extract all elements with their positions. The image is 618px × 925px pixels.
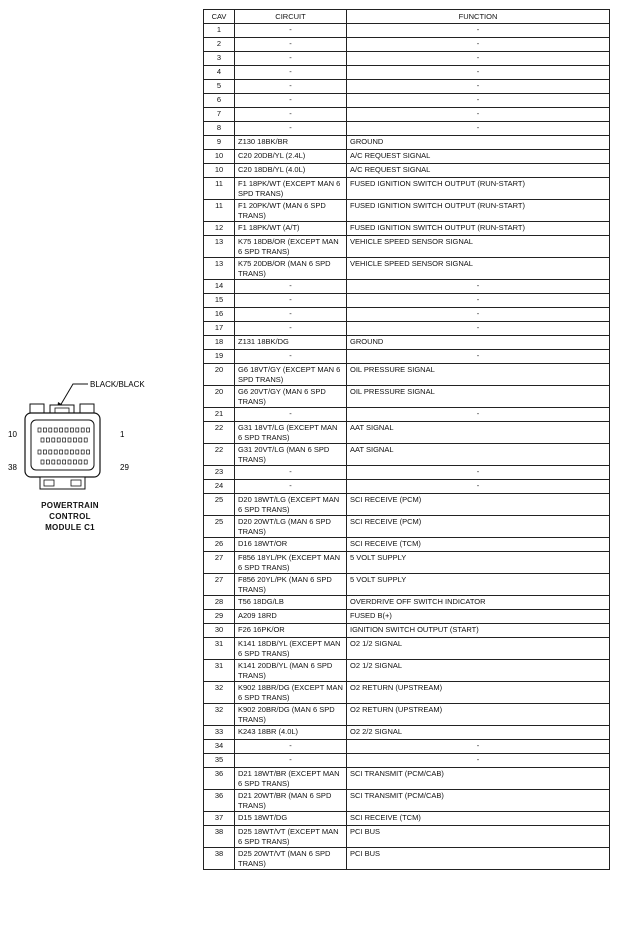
function-cell: - <box>347 754 610 768</box>
circuit-cell: F26 16PK/OR <box>235 624 347 638</box>
function-cell: - <box>347 80 610 94</box>
function-cell: A/C REQUEST SIGNAL <box>347 150 610 164</box>
table-row <box>204 364 610 386</box>
pin-cavity <box>63 460 66 464</box>
pin-cavity <box>70 428 73 432</box>
pin-cavity <box>79 438 82 442</box>
cav-cell: 38 <box>204 826 235 848</box>
circuit-cell: - <box>235 740 347 754</box>
table-row <box>204 574 610 596</box>
circuit-cell: K75 18DB/OR (EXCEPT MAN 6 SPD TRANS) <box>235 236 347 258</box>
circuit-cell: G6 20VT/GY (MAN 6 SPD TRANS) <box>235 386 347 408</box>
function-cell: 5 VOLT SUPPLY <box>347 552 610 574</box>
circuit-cell: - <box>235 480 347 494</box>
function-cell: SCI RECEIVE (TCM) <box>347 812 610 826</box>
function-cell: - <box>347 122 610 136</box>
circuit-cell: - <box>235 466 347 480</box>
function-cell: SCI TRANSMIT (PCM/CAB) <box>347 790 610 812</box>
circuit-cell: - <box>235 280 347 294</box>
table-row <box>204 236 610 258</box>
function-cell: SCI RECEIVE (PCM) <box>347 516 610 538</box>
function-cell: SCI TRANSMIT (PCM/CAB) <box>347 768 610 790</box>
circuit-cell: - <box>235 80 347 94</box>
function-cell: FUSED B(+) <box>347 610 610 624</box>
circuit-cell: - <box>235 122 347 136</box>
circuit-cell: D21 18WT/BR (EXCEPT MAN 6 SPD TRANS) <box>235 768 347 790</box>
cav-cell: 2 <box>204 38 235 52</box>
table-row <box>204 610 610 624</box>
cav-cell: 20 <box>204 364 235 386</box>
pin-label-1: 1 <box>120 430 125 439</box>
function-cell: - <box>347 280 610 294</box>
cav-cell: 19 <box>204 350 235 364</box>
table-row <box>204 322 610 336</box>
table-row <box>204 258 610 280</box>
cav-cell: 27 <box>204 552 235 574</box>
function-cell: VEHICLE SPEED SENSOR SIGNAL <box>347 258 610 280</box>
table-row <box>204 768 610 790</box>
circuit-cell: G31 20VT/LG (MAN 6 SPD TRANS) <box>235 444 347 466</box>
connector-bottom-tab <box>40 477 85 489</box>
function-cell: FUSED IGNITION SWITCH OUTPUT (RUN-START) <box>347 178 610 200</box>
table-row <box>204 812 610 826</box>
table-row <box>204 444 610 466</box>
cav-cell: 31 <box>204 638 235 660</box>
connector-title-line: POWERTRAIN <box>41 501 99 510</box>
cav-cell: 10 <box>204 150 235 164</box>
table-row <box>204 94 610 108</box>
leader-line <box>60 384 88 406</box>
pin-cavity <box>81 450 84 454</box>
pin-cavity <box>60 428 63 432</box>
cav-cell: 25 <box>204 516 235 538</box>
circuit-cell: - <box>235 408 347 422</box>
pin-cavity <box>57 438 60 442</box>
table-body <box>204 24 610 870</box>
cav-cell: 7 <box>204 108 235 122</box>
table-row <box>204 516 610 538</box>
table-row <box>204 754 610 768</box>
circuit-cell: - <box>235 52 347 66</box>
table-row <box>204 200 610 222</box>
pin-cavity <box>73 460 76 464</box>
circuit-cell: C20 18DB/YL (4.0L) <box>235 164 347 178</box>
table-row <box>204 740 610 754</box>
pin-cavity <box>41 438 44 442</box>
circuit-cell: K243 18BR (4.0L) <box>235 726 347 740</box>
pin-cavity <box>52 460 55 464</box>
cav-cell: 5 <box>204 80 235 94</box>
table-row <box>204 294 610 308</box>
cav-cell: 24 <box>204 480 235 494</box>
cav-cell: 22 <box>204 444 235 466</box>
pin-cavity <box>76 428 79 432</box>
pin-cavity <box>73 438 76 442</box>
cav-cell: 31 <box>204 660 235 682</box>
cav-cell: 28 <box>204 596 235 610</box>
cav-cell: 11 <box>204 200 235 222</box>
cav-cell: 36 <box>204 768 235 790</box>
pin-cavity <box>68 438 71 442</box>
pin-cavity <box>38 450 41 454</box>
table-row <box>204 480 610 494</box>
pin-cavity <box>84 438 87 442</box>
circuit-cell: D25 18WT/VT (EXCEPT MAN 6 SPD TRANS) <box>235 826 347 848</box>
cav-cell: 6 <box>204 94 235 108</box>
function-cell: - <box>347 24 610 38</box>
table-row <box>204 222 610 236</box>
function-cell: - <box>347 480 610 494</box>
cav-cell: 27 <box>204 574 235 596</box>
circuit-cell: K902 18BR/DG (EXCEPT MAN 6 SPD TRANS) <box>235 682 347 704</box>
function-cell: OIL PRESSURE SIGNAL <box>347 364 610 386</box>
pin-label-10: 10 <box>8 430 17 439</box>
function-cell: - <box>347 94 610 108</box>
pin-cavity <box>41 460 44 464</box>
circuit-cell: - <box>235 24 347 38</box>
table-row <box>204 466 610 480</box>
circuit-cell: K141 18DB/YL (EXCEPT MAN 6 SPD TRANS) <box>235 638 347 660</box>
circuit-cell: K141 20DB/YL (MAN 6 SPD TRANS) <box>235 660 347 682</box>
pin-cavity <box>49 450 52 454</box>
function-cell: O2 2/2 SIGNAL <box>347 726 610 740</box>
table-row <box>204 848 610 870</box>
table-row <box>204 408 610 422</box>
pin-cavity <box>57 460 60 464</box>
function-cell: - <box>347 108 610 122</box>
table-row <box>204 80 610 94</box>
pin-cavity <box>68 460 71 464</box>
function-cell: OVERDRIVE OFF SWITCH INDICATOR <box>347 596 610 610</box>
table-row <box>204 52 610 66</box>
cav-cell: 26 <box>204 538 235 552</box>
pin-cavity <box>54 450 57 454</box>
cav-cell: 13 <box>204 258 235 280</box>
pin-cavity <box>43 428 46 432</box>
cav-cell: 13 <box>204 236 235 258</box>
circuit-cell: - <box>235 322 347 336</box>
cav-cell: 37 <box>204 812 235 826</box>
cav-cell: 11 <box>204 178 235 200</box>
function-cell: PCI BUS <box>347 826 610 848</box>
pin-label-29: 29 <box>120 463 129 472</box>
function-cell: A/C REQUEST SIGNAL <box>347 164 610 178</box>
function-cell: O2 RETURN (UPSTREAM) <box>347 704 610 726</box>
cav-cell: 8 <box>204 122 235 136</box>
cav-cell: 20 <box>204 386 235 408</box>
circuit-cell: D21 20WT/BR (MAN 6 SPD TRANS) <box>235 790 347 812</box>
table-row <box>204 386 610 408</box>
header-circuit: CIRCUIT <box>235 10 347 24</box>
function-cell: FUSED IGNITION SWITCH OUTPUT (RUN-START) <box>347 200 610 222</box>
cav-cell: 17 <box>204 322 235 336</box>
circuit-cell: - <box>235 754 347 768</box>
header-function: FUNCTION <box>347 10 610 24</box>
table-row <box>204 178 610 200</box>
table-row <box>204 638 610 660</box>
pin-cavity <box>81 428 84 432</box>
table-row <box>204 280 610 294</box>
cav-cell: 3 <box>204 52 235 66</box>
circuit-cell: K902 20BR/DG (MAN 6 SPD TRANS) <box>235 704 347 726</box>
pin-cavity <box>87 450 90 454</box>
table-row <box>204 494 610 516</box>
cav-cell: 12 <box>204 222 235 236</box>
connector-color-label: BLACK/BLACK <box>90 380 145 389</box>
cav-cell: 35 <box>204 754 235 768</box>
circuit-cell: D16 18WT/OR <box>235 538 347 552</box>
cav-cell: 9 <box>204 136 235 150</box>
cav-cell: 33 <box>204 726 235 740</box>
table-row <box>204 826 610 848</box>
circuit-cell: G6 18VT/GY (EXCEPT MAN 6 SPD TRANS) <box>235 364 347 386</box>
cav-cell: 4 <box>204 66 235 80</box>
pin-label-38: 38 <box>8 463 17 472</box>
circuit-cell: F1 18PK/WT (A/T) <box>235 222 347 236</box>
pin-cavity <box>87 428 90 432</box>
table-row <box>204 308 610 322</box>
function-cell: AAT SIGNAL <box>347 444 610 466</box>
cav-cell: 18 <box>204 336 235 350</box>
table-row <box>204 38 610 52</box>
function-cell: FUSED IGNITION SWITCH OUTPUT (RUN-START) <box>347 222 610 236</box>
circuit-cell: - <box>235 38 347 52</box>
function-cell: - <box>347 38 610 52</box>
function-cell: O2 RETURN (UPSTREAM) <box>347 682 610 704</box>
cav-cell: 32 <box>204 704 235 726</box>
function-cell: - <box>347 294 610 308</box>
circuit-cell: D20 20WT/LG (MAN 6 SPD TRANS) <box>235 516 347 538</box>
pin-cavity <box>60 450 63 454</box>
cav-cell: 30 <box>204 624 235 638</box>
circuit-cell: Z130 18BK/BR <box>235 136 347 150</box>
function-cell: O2 1/2 SIGNAL <box>347 660 610 682</box>
circuit-cell: A209 18RD <box>235 610 347 624</box>
table-row <box>204 66 610 80</box>
cav-cell: 15 <box>204 294 235 308</box>
table-row <box>204 108 610 122</box>
cav-cell: 16 <box>204 308 235 322</box>
pin-cavity <box>63 438 66 442</box>
table-row <box>204 596 610 610</box>
circuit-cell: F1 18PK/WT (EXCEPT MAN 6 SPD TRANS) <box>235 178 347 200</box>
function-cell: SCI RECEIVE (PCM) <box>347 494 610 516</box>
table-row <box>204 538 610 552</box>
circuit-cell: F1 20PK/WT (MAN 6 SPD TRANS) <box>235 200 347 222</box>
table-row <box>204 624 610 638</box>
function-cell: VEHICLE SPEED SENSOR SIGNAL <box>347 236 610 258</box>
pin-cavity <box>76 450 79 454</box>
function-cell: 5 VOLT SUPPLY <box>347 574 610 596</box>
function-cell: IGNITION SWITCH OUTPUT (START) <box>347 624 610 638</box>
cav-cell: 34 <box>204 740 235 754</box>
function-cell: GROUND <box>347 136 610 150</box>
table-row <box>204 682 610 704</box>
cav-cell: 36 <box>204 790 235 812</box>
pin-cavity <box>65 450 68 454</box>
function-cell: O2 1/2 SIGNAL <box>347 638 610 660</box>
pin-cavity <box>70 450 73 454</box>
table-row <box>204 552 610 574</box>
table-row <box>204 164 610 178</box>
table-row <box>204 660 610 682</box>
table-row <box>204 136 610 150</box>
circuit-cell: C20 20DB/YL (2.4L) <box>235 150 347 164</box>
table-row <box>204 704 610 726</box>
function-cell: OIL PRESSURE SIGNAL <box>347 386 610 408</box>
cav-cell: 23 <box>204 466 235 480</box>
pin-cavity <box>43 450 46 454</box>
circuit-cell: K75 20DB/OR (MAN 6 SPD TRANS) <box>235 258 347 280</box>
pin-cavity <box>49 428 52 432</box>
cav-cell: 32 <box>204 682 235 704</box>
table-row <box>204 150 610 164</box>
circuit-cell: D25 20WT/VT (MAN 6 SPD TRANS) <box>235 848 347 870</box>
pin-cavity <box>52 438 55 442</box>
pin-cavity <box>46 460 49 464</box>
pin-cavity <box>38 428 41 432</box>
table-row <box>204 122 610 136</box>
pinout-table <box>203 9 610 870</box>
cav-cell: 21 <box>204 408 235 422</box>
pin-cavity <box>84 460 87 464</box>
cav-cell: 22 <box>204 422 235 444</box>
function-cell: GROUND <box>347 336 610 350</box>
cav-cell: 14 <box>204 280 235 294</box>
pin-cavity <box>79 460 82 464</box>
function-cell: - <box>347 322 610 336</box>
table-row <box>204 790 610 812</box>
circuit-cell: Z131 18BK/DG <box>235 336 347 350</box>
cav-cell: 25 <box>204 494 235 516</box>
table-row <box>204 24 610 38</box>
connector-title-line: MODULE C1 <box>45 523 95 532</box>
function-cell: - <box>347 408 610 422</box>
connector-title-line: CONTROL <box>49 512 91 521</box>
circuit-cell: - <box>235 308 347 322</box>
function-cell: - <box>347 740 610 754</box>
circuit-cell: F856 20YL/PK (MAN 6 SPD TRANS) <box>235 574 347 596</box>
function-cell: SCI RECEIVE (TCM) <box>347 538 610 552</box>
table-row <box>204 726 610 740</box>
function-cell: - <box>347 466 610 480</box>
connector-title <box>22 500 118 533</box>
table-row <box>204 350 610 364</box>
circuit-cell: T56 18DG/LB <box>235 596 347 610</box>
function-cell: - <box>347 308 610 322</box>
pin-cavity <box>46 438 49 442</box>
circuit-cell: - <box>235 94 347 108</box>
function-cell: AAT SIGNAL <box>347 422 610 444</box>
pin-cavity <box>65 428 68 432</box>
cav-cell: 38 <box>204 848 235 870</box>
cav-cell: 10 <box>204 164 235 178</box>
function-cell: PCI BUS <box>347 848 610 870</box>
header-cav: CAV <box>204 10 235 24</box>
function-cell: - <box>347 52 610 66</box>
table-header-row <box>204 10 610 24</box>
cav-cell: 29 <box>204 610 235 624</box>
circuit-cell: D15 18WT/DG <box>235 812 347 826</box>
circuit-cell: - <box>235 66 347 80</box>
circuit-cell: F856 18YL/PK (EXCEPT MAN 6 SPD TRANS) <box>235 552 347 574</box>
table-row <box>204 336 610 350</box>
cav-cell: 1 <box>204 24 235 38</box>
function-cell: - <box>347 350 610 364</box>
circuit-cell: - <box>235 108 347 122</box>
circuit-cell: D20 18WT/LG (EXCEPT MAN 6 SPD TRANS) <box>235 494 347 516</box>
pin-cavity <box>54 428 57 432</box>
function-cell: - <box>347 66 610 80</box>
table-row <box>204 422 610 444</box>
circuit-cell: G31 18VT/LG (EXCEPT MAN 6 SPD TRANS) <box>235 422 347 444</box>
circuit-cell: - <box>235 294 347 308</box>
circuit-cell: - <box>235 350 347 364</box>
